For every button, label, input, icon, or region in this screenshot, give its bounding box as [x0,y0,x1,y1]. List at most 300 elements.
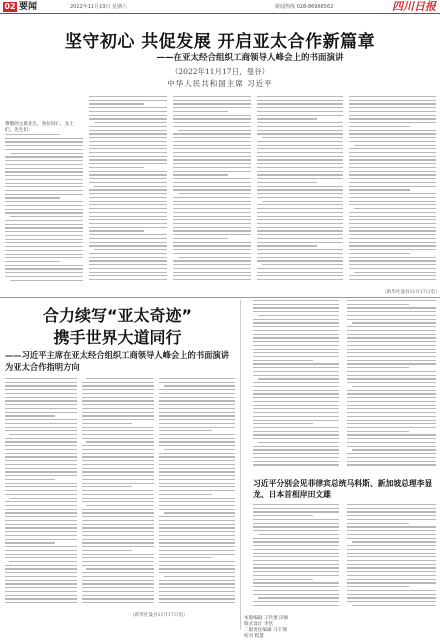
issue-date: 2022年11月19日 星期六 [70,4,128,10]
text-line [347,461,436,462]
text-line [173,208,251,209]
top-article-column-1 [5,134,83,286]
top-article-column-3 [173,96,251,286]
text-line [89,137,167,138]
newsroom-contact: 新闻热线 028-86968562 [275,4,334,10]
text-line [347,594,436,595]
text-line [257,249,343,250]
text-line [82,464,154,465]
text-line [347,538,436,539]
text-line [349,103,436,104]
text-line [349,141,436,142]
text-line [89,272,167,273]
text-line [159,430,212,431]
text-line [5,415,55,416]
text-line [82,479,154,480]
text-line [347,427,436,428]
text-line [253,397,339,398]
text-line [159,494,212,495]
text-line [349,130,436,131]
text-line [159,434,235,435]
text-line [257,100,343,101]
text-line [5,389,77,390]
text-line [82,445,154,446]
text-line [173,171,251,172]
text-line [82,494,154,495]
text-line [253,545,339,546]
bottom-article-title-line-1: 合力续写“亚太奇迹” [42,306,193,325]
text-line [173,238,228,239]
text-line [82,583,154,584]
text-line [89,126,167,127]
text-line [5,382,77,383]
text-line [5,183,83,184]
text-line [173,275,251,276]
text-line [173,156,251,157]
text-line [89,201,167,202]
text-line [257,122,343,123]
text-line [347,586,409,587]
text-line [347,564,436,565]
text-line [253,601,339,602]
text-line [257,193,343,194]
text-line [5,141,83,142]
text-line [5,460,77,461]
text-line [89,156,167,157]
text-line [347,375,436,376]
bottom-article-column-3 [159,378,235,610]
bottom-article-subtitle: ——习近平主席在亚太经合组织工商领导人峰会上的书面演讲为亚太合作指明方向 [5,350,230,372]
text-line [94,249,167,250]
text-line [257,130,343,131]
text-line [253,564,339,565]
text-line [173,152,251,153]
text-line [257,197,343,198]
text-line [5,464,77,465]
text-line [349,227,436,228]
text-line [257,212,343,213]
text-line [159,479,235,480]
text-line [347,334,436,335]
text-line [5,205,83,206]
text-line [347,420,436,421]
text-line [10,153,83,154]
text-line [5,239,83,240]
text-line [253,530,339,531]
text-line [347,382,436,383]
text-line [159,580,235,581]
text-line [173,204,251,205]
text-line [257,219,343,220]
top-article-column-5 [349,96,436,286]
text-line [349,182,436,183]
text-line [5,535,77,536]
right-article-column-a [253,300,339,472]
text-line [82,576,154,577]
text-line [253,567,339,568]
text-line [94,186,167,187]
text-line [253,519,339,520]
text-line [89,260,167,261]
text-line [173,159,251,160]
text-line [257,115,343,116]
text-line [89,204,167,205]
editorial-footer [244,616,440,640]
text-line [253,556,339,557]
text-line [159,389,235,390]
text-line [349,111,436,112]
text-line [5,501,77,502]
text-line [89,103,144,104]
text-line [5,175,83,176]
text-line [347,330,436,331]
side-article-column-b [347,504,436,612]
text-line [347,545,436,546]
text-line [86,505,154,506]
text-line [5,576,77,577]
text-line [347,304,409,305]
text-line [173,264,251,265]
text-line [253,356,339,357]
text-line [253,571,339,572]
text-line [82,516,154,517]
text-line [5,201,83,202]
text-line [253,515,313,516]
text-line [347,597,436,598]
text-line [347,363,436,364]
top-article-salutation: 尊敬的主席先生，各位同仁，女士们，先生们： [5,122,74,133]
text-line [5,453,77,454]
text-line [253,434,339,435]
text-line [173,219,251,220]
text-line [5,186,83,187]
text-line [5,505,77,506]
text-line [5,209,83,210]
text-line [86,441,154,442]
text-line [89,148,167,149]
text-line [5,471,77,472]
text-line [253,590,339,591]
text-line [5,168,83,169]
text-line [258,442,339,443]
text-line [253,464,339,465]
masthead [0,0,440,14]
text-line [89,223,167,224]
text-line [262,201,343,202]
text-line [5,276,83,277]
text-line [173,268,251,269]
top-article-column-4 [257,96,343,286]
text-line [347,431,409,432]
text-line [159,509,235,510]
text-line [5,227,83,228]
text-line [352,386,436,387]
text-line [159,419,235,420]
text-line [349,223,436,224]
text-line [159,483,235,484]
text-line [347,590,436,591]
text-line [82,531,154,532]
text-line [159,531,235,532]
text-line [5,486,77,487]
text-line [347,390,436,391]
text-line [253,457,339,458]
text-line [173,126,251,127]
text-line [159,527,235,528]
text-line [257,167,343,168]
footer-proofreader: 校对 程慧 [244,634,264,639]
text-line [258,534,339,535]
text-line [5,254,83,255]
text-line [5,546,77,547]
text-line [89,152,167,153]
text-line [5,404,77,405]
text-line [347,457,436,458]
text-line [347,519,436,520]
text-line [82,572,154,573]
text-line [257,163,343,164]
text-line [159,561,235,562]
text-line [82,524,154,525]
text-line [82,542,154,543]
text-line [5,164,83,165]
text-line [349,171,436,172]
text-line [257,253,343,254]
text-line [89,216,167,217]
text-line [5,190,83,191]
text-line [253,382,339,383]
text-line [5,385,77,386]
text-line [5,572,77,573]
text-line [5,235,83,236]
text-line [349,133,436,134]
text-line [159,453,235,454]
text-line [82,408,154,409]
text-line [5,531,77,532]
text-line [159,445,235,446]
text-line [5,520,77,521]
text-line [5,524,77,525]
text-line [82,501,154,502]
text-line [173,182,251,183]
text-line [173,174,228,175]
text-line [173,167,251,168]
text-line [89,115,167,116]
text-line [89,171,167,172]
text-line [257,257,343,258]
text-line [349,264,436,265]
text-line [82,483,154,484]
text-line [253,431,339,432]
text-line [159,546,235,547]
text-line [173,227,251,228]
text-line [347,582,436,583]
text-line [173,145,251,146]
text-line [89,182,167,183]
text-line [347,326,436,327]
text-line [159,505,235,506]
text-line [89,133,167,134]
text-line [89,163,167,164]
text-line [253,549,339,550]
text-line [159,520,235,521]
text-line [173,163,251,164]
text-line [349,201,436,202]
text-line [159,486,235,487]
text-line [253,371,339,372]
text-line [257,118,317,119]
text-line [173,249,251,250]
text-line [258,597,339,598]
text-line [82,550,132,551]
text-line [5,268,83,269]
text-line [257,227,343,228]
text-line [347,307,436,308]
text-line [89,193,167,194]
text-line [89,174,167,175]
text-line [5,393,77,394]
text-line [258,378,339,379]
text-line [253,337,339,338]
text-line [352,605,436,606]
text-line [347,575,436,576]
text-line [159,475,235,476]
text-line [352,322,436,323]
text-line [347,571,436,572]
text-line [89,167,144,168]
text-line [5,427,77,428]
text-line [349,96,436,97]
text-line [257,204,343,205]
text-line [253,307,339,308]
text-line [253,300,339,301]
bottom-article-column-2 [82,378,154,610]
text-line [173,100,251,101]
text-line [89,227,167,228]
text-line [349,230,436,231]
text-line [253,541,339,542]
text-line [257,145,343,146]
text-line [82,397,154,398]
text-line [5,441,77,442]
text-line [257,182,317,183]
text-line [82,471,154,472]
text-line [257,216,343,217]
text-line [257,152,343,153]
text-line [257,103,343,104]
text-line [159,460,235,461]
text-line [173,260,251,261]
text-line [173,133,251,134]
text-line [349,115,436,116]
page-number: 02 [4,2,16,11]
text-line [253,330,339,331]
text-line [257,208,343,209]
text-line [347,553,436,554]
text-line [159,400,235,401]
text-line [5,265,83,266]
text-line [5,438,77,439]
text-line [257,156,343,157]
text-line [257,159,343,160]
text-line [347,560,436,561]
text-line [349,167,436,168]
text-line [253,319,339,320]
text-line [347,464,436,465]
text-line [347,349,436,350]
text-line [159,382,235,383]
text-line [159,464,235,465]
column-divider [240,300,241,630]
text-line [347,515,436,516]
text-line [257,238,343,239]
text-line [164,512,235,513]
text-line [173,201,251,202]
text-line [257,107,343,108]
text-line [253,352,339,353]
text-line [253,412,339,413]
text-line [347,446,436,447]
text-line [94,122,167,123]
text-line [349,148,436,149]
text-line [253,504,339,505]
text-line [164,449,235,450]
text-line [5,257,83,258]
text-line [349,242,436,243]
text-line [347,416,436,417]
text-line [349,197,436,198]
text-line [82,415,154,416]
text-line [159,408,235,409]
text-line [159,587,235,588]
text-line [349,253,410,254]
text-line [89,107,167,108]
text-line [347,511,436,512]
text-line [173,118,251,119]
text-line [349,107,436,108]
bottom-article-column-1 [5,378,77,610]
text-line [159,583,235,584]
top-article-author: 中华人民共和国主席 习近平 [167,79,273,88]
text-line [349,260,436,261]
text-line [159,490,235,491]
text-line [82,389,154,390]
text-line [82,587,154,588]
text-line [173,111,228,112]
text-line [262,137,343,138]
paper-logo: 四川日报 [392,0,436,13]
text-line [178,257,251,258]
text-line [253,408,339,409]
text-line [5,445,77,446]
text-line [349,245,436,246]
text-line [253,326,339,327]
text-line [257,275,343,276]
text-line [159,542,235,543]
text-line [159,550,235,551]
text-line [253,438,339,439]
text-line [347,556,436,557]
text-line [5,587,77,588]
text-line [5,220,83,221]
text-line [5,539,77,540]
text-line [173,223,251,224]
text-line [89,234,167,235]
text-line [5,134,60,135]
text-line [257,268,343,269]
text-line [349,122,436,123]
text-line [253,390,339,391]
